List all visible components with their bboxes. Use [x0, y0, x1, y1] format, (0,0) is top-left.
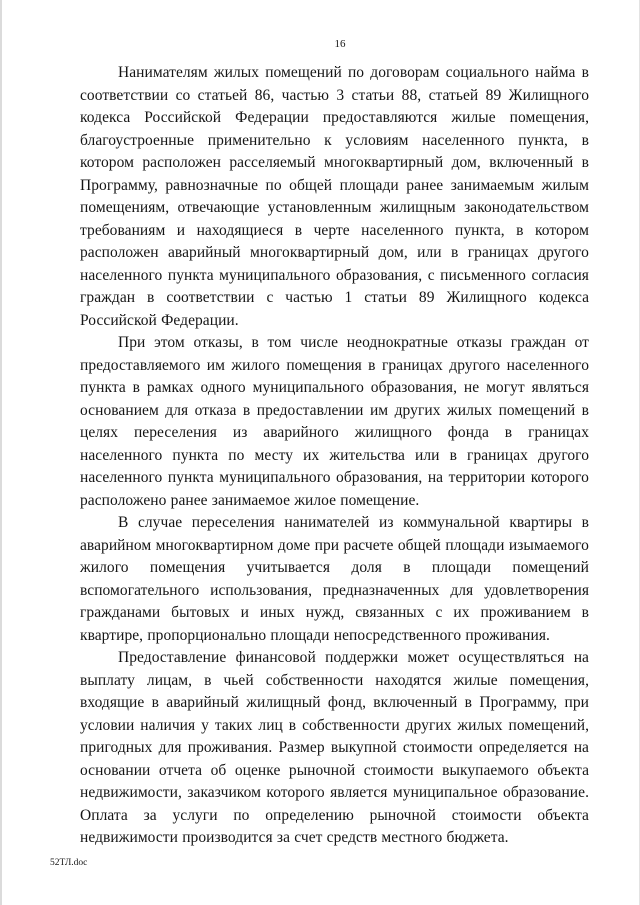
- paragraph-4: Предоставление финансовой поддержки может осуществляться на выплату лицам, в чьей собственности находятся жилые помещения, входящие в аварийный жилищный фонд, включенный в Программу, при условии наличия у таких лиц в собственности других жилых помещений, пригодных для проживания. Размер выкупной стоимости определяется на основании отчета об оценке рыночной стоимости выкупаемого объекта недвижимости, заказчиком которого является муниципальное образование. Оплата за услуги по определению рыночной стоимости объекта недвижимости производится за счет средств местного бюджета.: [80, 649, 589, 846]
- paragraph-1: Нанимателям жилых помещений по договорам социального найма в соответствии со статьей 86, частью 3 статьи 88, статьей 89 Жилищного кодекса Российской Федерации предоставляются жилые помещения, благоустроенные применительно к условиям населенного пункта, в котором расположен расселяемый многоквартирный дом, включенный в Программу, равнозначные по общей площади ранее занимаемым жилым помещениям, отвечающие установленным жилищным законодательством требованиям и находящиеся в черте населенного пункта, в котором расположен аварийный многоквартирный дом, или в границах другого населенного пункта муниципального образования, с письменного согласия граждан в соответствии с частью 1 статьи 89 Жилищного кодекса Российской Федерации.: [80, 64, 589, 329]
- footer-filename: 52ТЛ.doc: [50, 858, 88, 868]
- paragraph-2: При этом отказы, в том числе неоднократные отказы граждан от предоставляемого им жилого помещения в границах другого населенного пункта в рамках одного муниципального образования, не могут являться основанием для отказа в предоставлении им других жилых помещений в целях переселения из аварийного жилищного фонда в границах населенного пункта по месту их жительства или в границах другого населенного пункта муниципального образования, на территории которого расположено ранее занимаемое жилое помещение.: [80, 334, 589, 509]
- scan-edge-left: [0, 0, 2, 905]
- body-text: [80, 62, 589, 850]
- paragraph-3: В случае переселения нанимателей из коммунальной квартиры в аварийном многоквартирном доме при расчете общей площади изымаемого жилого помещения учитывается доля в площади помещений вспомогательного использования, предназначенных для удовлетворения гражданами бытовых и иных нужд, связанных с их проживанием в квартире, пропорционально площади непосредственного проживания.: [80, 514, 589, 644]
- page-number: 16: [334, 38, 346, 50]
